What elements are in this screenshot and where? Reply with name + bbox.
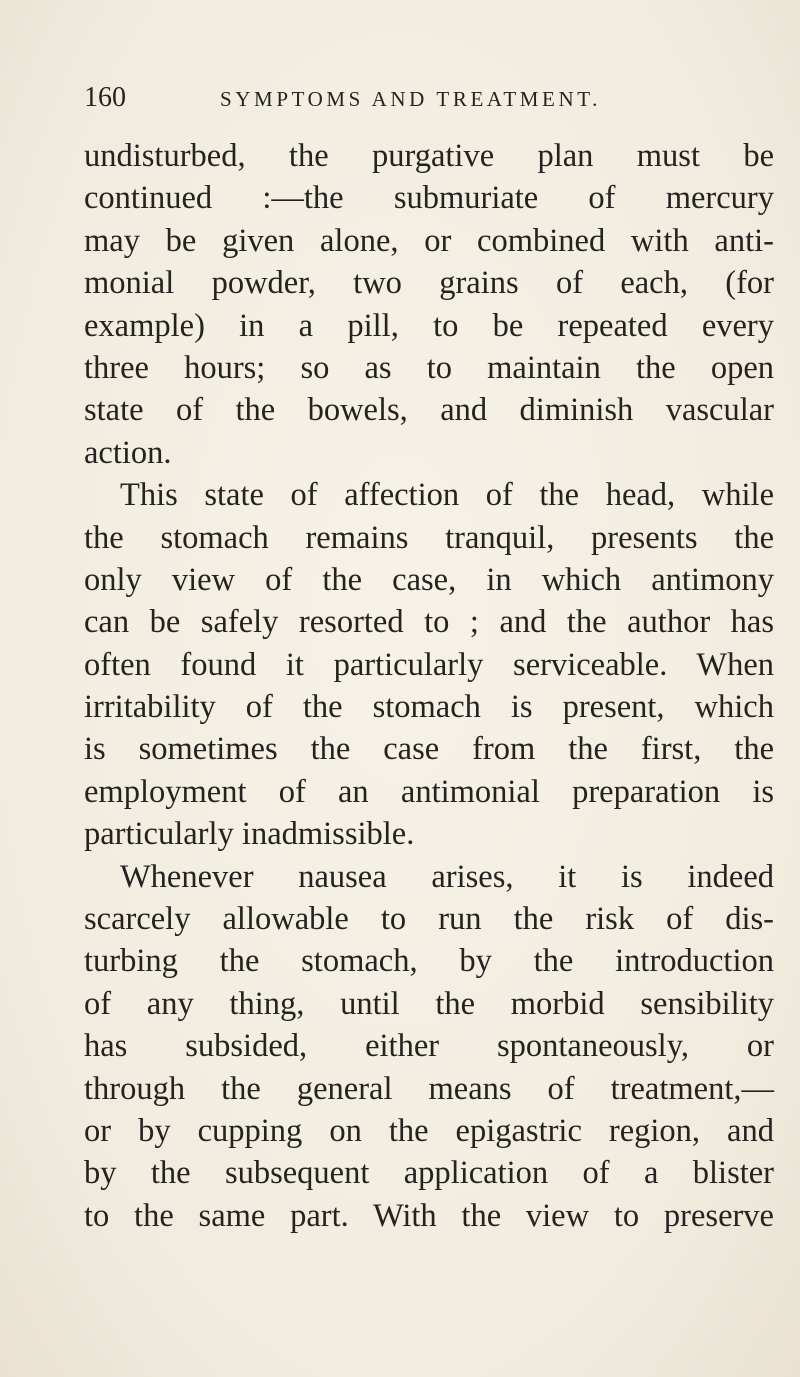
text-line: the stomach remains tranquil, presents the [84,519,774,556]
text-line: or by cupping on the epigastric region, and [84,1112,774,1149]
text-line: particularly inadmissible. [84,816,415,853]
text-line: example) in a pill, to be repeated every [84,307,774,344]
body-text [84,135,774,1237]
text-line: state of the bowels, and diminish vascular [84,392,774,429]
text-line: scarcely allowable to run the risk of dis- [84,901,774,938]
text-line: by the subsequent application of a blister [84,1155,774,1192]
text-line: has subsided, either spontaneously, or [84,1028,774,1065]
text-line: continued :—the submuriate of mercury [84,180,774,217]
text-line: through the general means of treatment,— [84,1070,774,1107]
text-line: monial powder, two grains of each, (for [84,265,774,302]
text-line: irritability of the stomach is present, which [84,689,774,726]
text-line: three hours; so as to maintain the open [84,349,774,386]
page-number: 160 [84,82,126,113]
text-line: employment of an antimonial preparation is [84,773,774,810]
paragraph-start: Whenever nausea arises, it is indeed [120,858,774,895]
running-head [84,78,734,118]
text-line: to the same part. With the view to preserve [84,1197,774,1234]
text-line: action. [84,434,172,471]
text-line: undisturbed, the purgative plan must be [84,138,774,174]
text-line: may be given alone, or combined with anti- [84,222,774,259]
text-line: is sometimes the case from the first, the [84,731,774,768]
running-title: SYMPTOMS AND TREATMENT. [220,87,601,111]
text-line: turbing the stomach, by the introduction [84,943,774,980]
text-line: can be safely resorted to ; and the author has [84,604,774,641]
text-line: of any thing, until the morbid sensibility [84,985,774,1022]
text-line: often found it particularly serviceable. When [84,646,774,683]
paragraph-start: This state of affection of the head, while [120,477,774,514]
text-line: only view of the case, in which antimony [84,561,774,598]
